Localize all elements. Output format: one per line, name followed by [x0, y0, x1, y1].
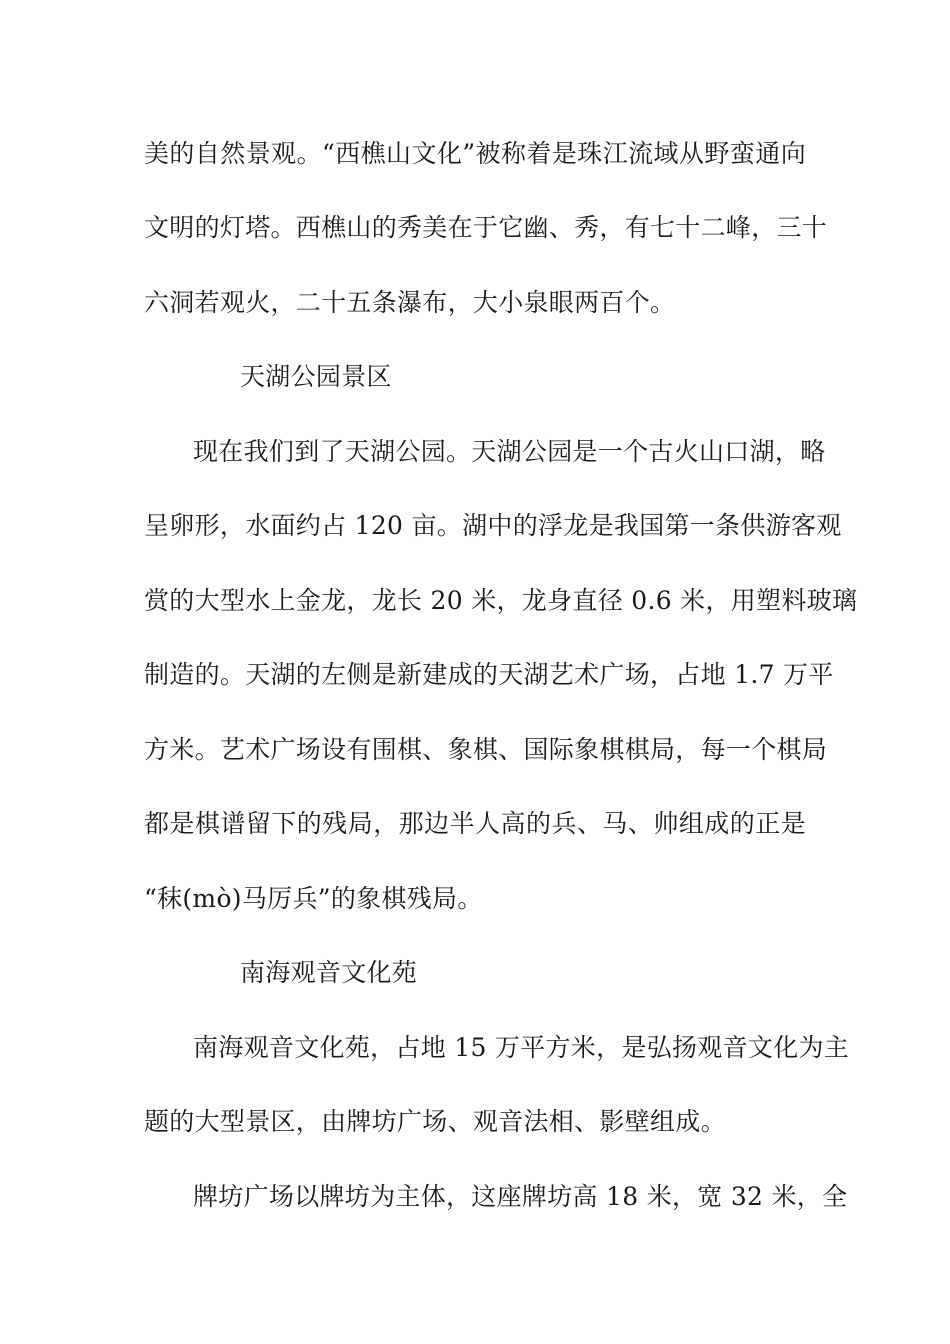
text-line: 方米。艺术广场设有围棋、象棋、国际象棋棋局，每一个棋局 [144, 735, 828, 764]
section-heading-tianhu-park: 天湖公园景区 [240, 362, 392, 391]
text-line: 美的自然景观。“西樵山文化”被称着是珠江流域从野蛮通向 [144, 139, 806, 168]
text-line: 都是棋谱留下的残局，那边半人高的兵、马、帅组成的正是 [144, 809, 806, 838]
text-line: 制造的。天湖的左侧是新建成的天湖艺术广场，占地 1.7 万平 [144, 660, 834, 689]
text-line: 南海观音文化苑，占地 15 万平方米，是弘扬观音文化为主 [193, 1033, 850, 1062]
text-line: 呈卵形，水面约占 120 亩。湖中的浮龙是我国第一条供游客观 [144, 511, 842, 540]
text-line: 六洞若观火，二十五条瀑布，大小泉眼两百个。 [144, 288, 676, 317]
text-line: 题的大型景区，由牌坊广场、观音法相、影壁组成。 [144, 1107, 726, 1136]
text-line: 文明的灯塔。西樵山的秀美在于它幽、秀，有七十二峰，三十 [144, 213, 828, 242]
section-heading-nanhai-guanyin: 南海观音文化苑 [240, 958, 418, 987]
text-line: 赏的大型水上金龙，龙长 20 米，龙身直径 0.6 米，用塑料玻璃 [144, 586, 858, 615]
text-line: 现在我们到了天湖公园。天湖公园是一个古火山口湖，略 [193, 437, 826, 466]
text-line: 牌坊广场以牌坊为主体，这座牌坊高 18 米，宽 32 米，全 [193, 1182, 848, 1211]
text-line: “秣(mò)马厉兵”的象棋残局。 [144, 884, 483, 913]
